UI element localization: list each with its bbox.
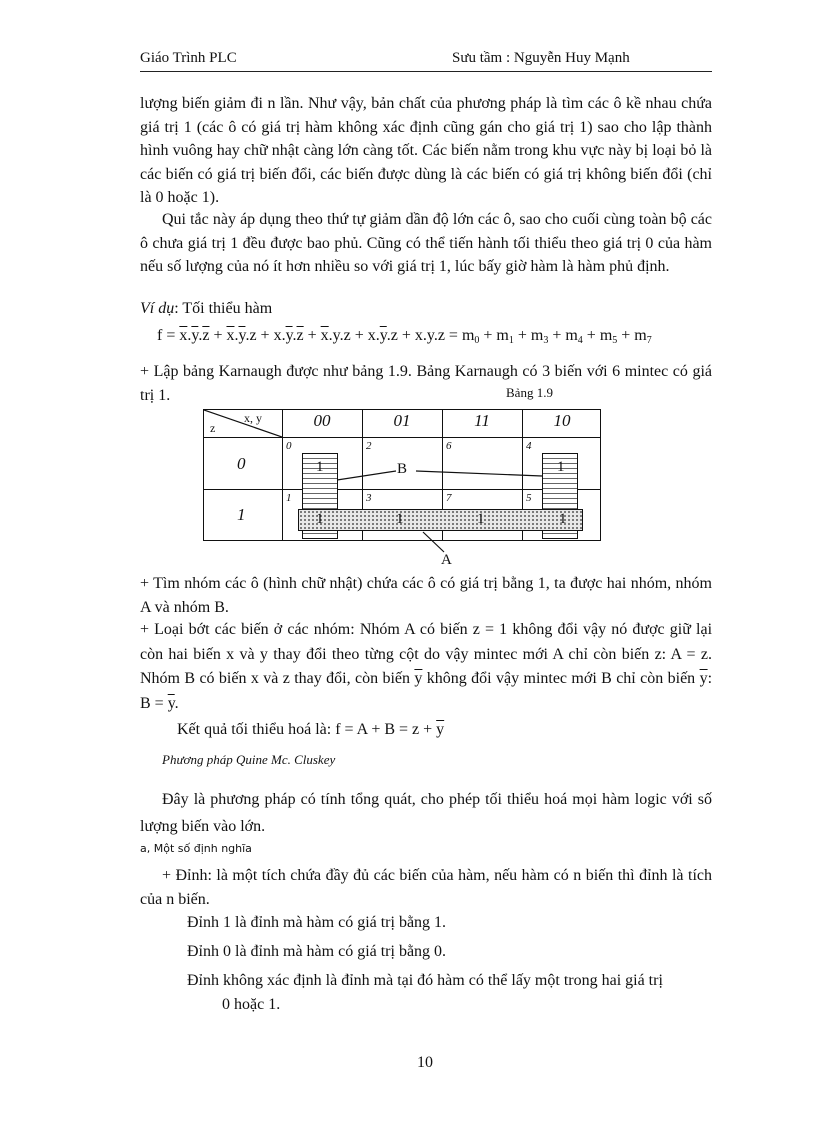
minterm-index: 2 (366, 440, 372, 452)
kmap-corner-bottom: z (210, 421, 216, 435)
group-b-label: B (397, 461, 408, 477)
definitions-heading: a, Một số định nghĩa (140, 842, 252, 855)
cell-value: 1 (396, 511, 404, 527)
minterm-index: 5 (526, 492, 532, 504)
group-a-label: A (441, 552, 452, 568)
example-text: : Tối thiểu hàm (174, 300, 273, 317)
cell-value: 1 (316, 459, 324, 475)
reduce-ybar-2: $\overline{y}$ (699, 670, 708, 687)
cell-value: 1 (559, 511, 567, 527)
karnaugh-intro: + Lập bảng Karnaugh được như bảng 1.9. Bảng Karnaugh có 3 biến với 6 mintec có giá trị 1. (140, 363, 712, 404)
result-label: Kết quả tối thiểu hoá là: (177, 721, 332, 738)
minterm-index: 0 (286, 440, 292, 452)
reduce-text-4: không đổi vậy mintec mới B chỉ còn biến (426, 670, 696, 687)
reduce-eq-2: A = z (670, 645, 708, 663)
groups-paragraph: + Tìm nhóm các ô (hình chữ nhật) chứa các ô có giá trị bằng 1, ta được hai nhóm, nhóm A và nhóm B. (140, 575, 712, 616)
reduce-eq-1: z = 1 (472, 621, 508, 638)
page-number: 10 (417, 1054, 433, 1071)
kmap-corner-top: x, y (244, 411, 262, 425)
vertex-undefined-2: 0 hoặc 1. (222, 996, 281, 1013)
result-ybar: $\overline{y}$ (436, 721, 445, 738)
result-eq: f = A + B = z + (335, 721, 437, 738)
reduce-text-1: + Loại bớt các biến ở các nhóm: Nhóm A có biến (140, 621, 468, 638)
kmap-col-11: 11 (474, 411, 490, 430)
karnaugh-map (203, 409, 601, 541)
rule-paragraph: Qui tắc này áp dụng theo thứ tự giảm dần độ lớn các ô, sao cho cuối cùng toàn bộ các ô chưa giá trị 1 đều được bao phủ. Cũng có thể tiến hành tối thiểu theo giá trị 0 của hàm nếu số lượng của nó ít hơn nhiều so với giá trị 1, lúc bấy giờ hàm là hàm phủ định. (140, 211, 712, 276)
reduce-text-3: . Nhóm B có biến x và z thay đổi, còn biến (140, 645, 712, 687)
cell-value: 1 (557, 459, 565, 475)
cell-value: 1 (477, 511, 485, 527)
kmap-col-10: 10 (553, 411, 571, 430)
minterm-index: 3 (366, 492, 372, 504)
method-title: Phương pháp Quine Mc. Cluskey (162, 752, 336, 767)
reduce-paragraph: + Loại bớt các biến ở các nhóm: Nhóm A có biến z = 1 không đổi vậy nó được giữ lại còn hai biến x và y thay đổi theo từng cột do vậy mintec mới A chỉ còn biến z: A = z. Nhóm B có biến x và z thay đổi, còn biến $\overline{y}$ không đổi vậy mintec mới B chỉ còn biến $\overline{y}$: $B = \overline{y}$. (140, 621, 713, 712)
kmap-row-0: 0 (237, 454, 246, 473)
kmap-col-01: 01 (393, 411, 411, 430)
vertex-1: Đỉnh 1 là đỉnh mà hàm có giá trị bằng 1. (187, 914, 447, 931)
reduce-ybar: $\overline{y}$ (414, 670, 423, 687)
function-formula: $f = \overline{x}.\overline{y}.\overline{z} + \overline{x}.\overline{y}.z + x.\overline{y}.\overline{z} + \overline{x}.y.z + x.\overline{y}.z + x.y.z = m_0 + m_1 + m_3 + m_4 + m_5 + m_7$ (157, 327, 652, 346)
method-paragraph: Đây là phương pháp có tính tổng quát, cho phép tối thiểu hoá mọi hàm logic với số lượng biến vào lớn. (140, 791, 712, 835)
cell-value: 1 (316, 511, 324, 527)
minterm-index: 1 (286, 492, 292, 504)
header-right: Sưu tầm : Nguyễn Huy Mạnh (452, 50, 630, 66)
example-label: Ví dụ (140, 300, 175, 317)
example-line (140, 300, 272, 318)
result-line (177, 721, 444, 739)
kmap-col-00: 00 (313, 411, 331, 430)
reduce-text-5: : (707, 670, 713, 687)
reduce-eq-3-ybar: $\overline{y}$ (167, 694, 175, 712)
table-caption: Bảng 1.9 (506, 385, 553, 400)
reduce-eq-3: B = (140, 694, 168, 712)
intro-paragraph: lượng biến giảm đi n lần. Như vậy, bản chất của phương pháp là tìm các ô kề nhau chứa giá trị 1 (các ô có giá trị hàm không xác định cũng gán cho giá trị 1) sao cho lập thành hình vuông hay chữ nhật càng lớn càng tốt. Các biến nằm trong khu vực này bị loại bỏ là các biến có giá trị biến đổi, các biến được dùng là các biến có giá trị không biến đổi (chỉ là 0 hoặc 1). (140, 95, 712, 207)
minterm-index: 4 (526, 440, 532, 452)
minterm-index: 6 (446, 440, 452, 452)
minterm-index: 7 (446, 492, 452, 504)
header-left: Giáo Trình PLC (140, 50, 237, 66)
vertex-undefined-1: Đỉnh không xác định là đỉnh mà tại đó hàm có thể lấy một trong hai giá trị (187, 972, 663, 989)
kmap-row-1: 1 (237, 505, 246, 524)
vertex-paragraph: + Đỉnh: là một tích chứa đầy đủ các biến của hàm, nếu hàm có n biến thì đỉnh là tích của n biến. (140, 867, 712, 908)
reduce-text-2: không đổi vậy nó được giữ lại còn hai biến x và y thay đổi theo từng cột do vậy mintec mới A chỉ còn biến z: (140, 621, 713, 663)
vertex-0: Đỉnh 0 là đỉnh mà hàm có giá trị bằng 0. (187, 943, 447, 960)
header-rule (140, 71, 712, 72)
